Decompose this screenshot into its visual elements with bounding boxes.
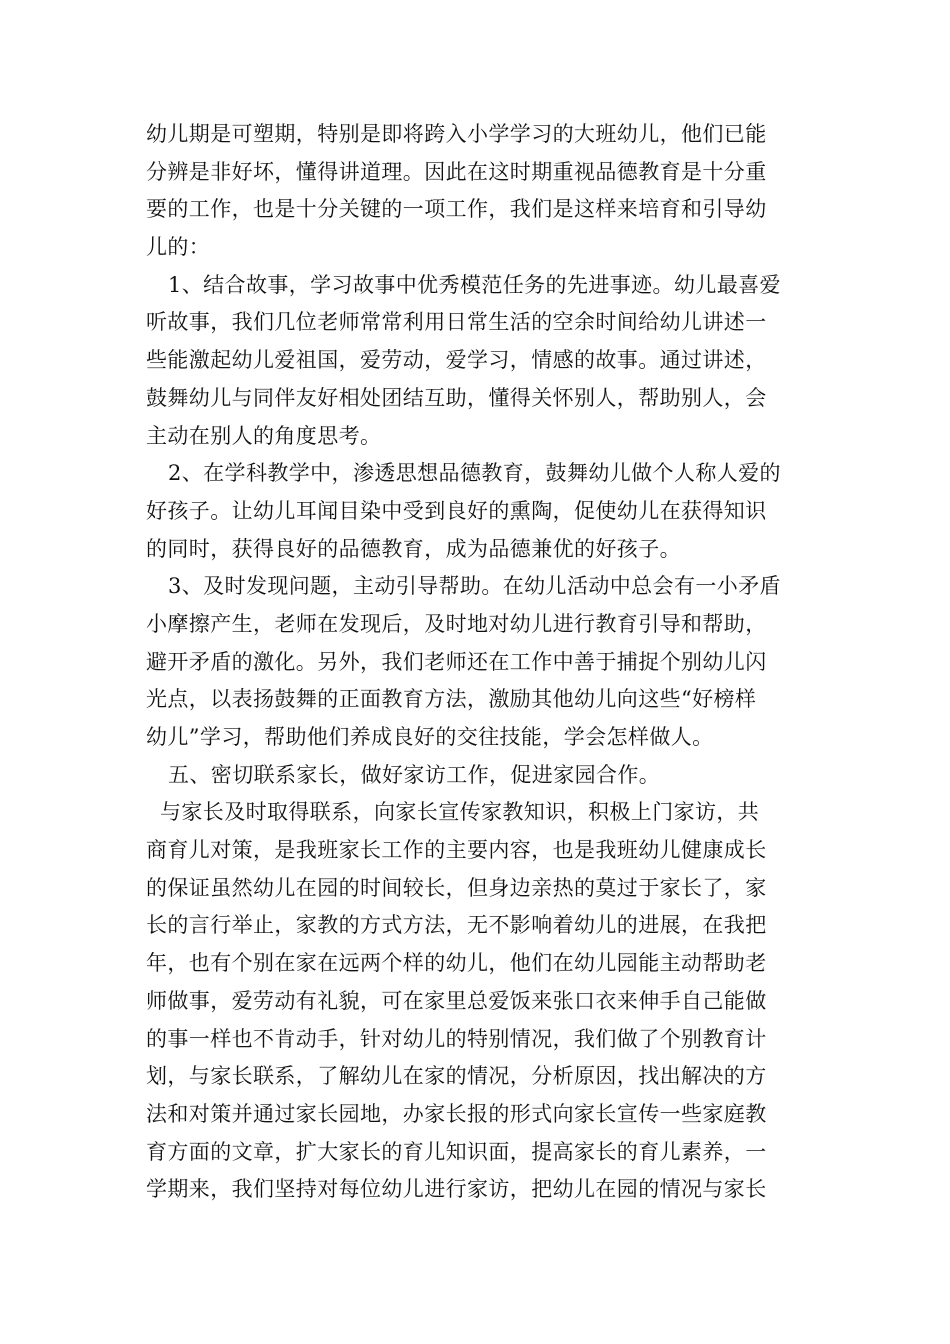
paragraph-line: 好孩子。让幼儿耳闻目染中受到良好的熏陶，促使幼儿在获得知识 — [146, 498, 767, 523]
paragraph-line: 育方面的文章，扩大家长的育儿知识面，提高家长的育儿素养，一 — [146, 1139, 767, 1164]
paragraph-line: 幼儿”学习，帮助他们养成良好的交往技能，学会怎样做人。 — [146, 725, 714, 749]
paragraph-line: 幼儿期是可塑期，特别是即将跨入小学学习的大班幼儿，他们已能 — [146, 122, 767, 146]
paragraph-line: 儿的： — [146, 235, 211, 260]
paragraph-line: 2、在学科教学中，渗透思想品德教育，鼓舞幼儿做个人称人爱的 — [168, 461, 781, 486]
paragraph-line: 要的工作，也是十分关键的一项工作，我们是这样来培育和引导幼 — [146, 197, 767, 222]
paragraph-line: 3、及时发现问题，主动引导帮助。在幼儿活动中总会有一小矛盾 — [168, 574, 781, 599]
paragraph-line: 听故事，我们几位老师常常利用日常生活的空余时间给幼儿讲述一 — [146, 310, 767, 335]
section-heading: 五、密切联系家长，做好家访工作，促进家园合作。 — [168, 762, 661, 787]
paragraph-line: 师做事，爱劳动有礼貌，可在家里总爱饭来张口衣来伸手自己能做 — [146, 988, 767, 1013]
paragraph-line: 与家长及时取得联系，向家长宣传家教知识，积极上门家访，共 — [160, 800, 760, 825]
paragraph-line: 些能激起幼儿爱祖国，爱劳动，爱学习，情感的故事。通过讲述， — [146, 348, 767, 373]
paragraph-line: 鼓舞幼儿与同伴友好相处团结互助，懂得关怀别人，帮助别人，会 — [146, 385, 767, 410]
paragraph-line: 1、结合故事，学习故事中优秀模范任务的先进事迹。幼儿最喜爱 — [168, 272, 781, 297]
paragraph-line: 学期来，我们坚持对每位幼儿进行家访，把幼儿在园的情况与家长 — [146, 1177, 767, 1202]
paragraph-line: 长的言行举止，家教的方式方法，无不影响着幼儿的进展，在我把 — [146, 913, 767, 938]
paragraph-line: 避开矛盾的激化。另外，我们老师还在工作中善于捕捉个别幼儿闪 — [146, 649, 767, 674]
paragraph-line: 小摩擦产生，老师在发现后，及时地对幼儿进行教育引导和帮助， — [146, 611, 767, 636]
paragraph-line: 主动在别人的角度思考。 — [146, 423, 382, 448]
paragraph-line: 的事一样也不肯动手，针对幼儿的特别情况，我们做了个别教育计 — [146, 1026, 767, 1051]
paragraph-line: 的同时，获得良好的品德教育，成为品德兼优的好孩子。 — [146, 536, 681, 561]
paragraph-line: 分辨是非好坏，懂得讲道理。因此在这时期重视品德教育是十分重 — [146, 159, 767, 184]
paragraph-line: 法和对策并通过家长园地，办家长报的形式向家长宣传一些家庭教 — [146, 1101, 767, 1126]
paragraph-line: 年，也有个别在家在远两个样的幼儿，他们在幼儿园能主动帮助老 — [146, 951, 767, 976]
paragraph-line: 划，与家长联系，了解幼儿在家的情况，分析原因，找出解决的方 — [146, 1064, 767, 1089]
paragraph-line: 的保证虽然幼儿在园的时间较长，但身边亲热的莫过于家长了，家 — [146, 875, 767, 900]
document-body — [146, 116, 810, 1209]
paragraph-line: 光点，以表扬鼓舞的正面教育方法，激励其他幼儿向这些“好榜样 — [146, 687, 757, 712]
paragraph-line: 商育儿对策，是我班家长工作的主要内容，也是我班幼儿健康成长 — [146, 838, 767, 863]
